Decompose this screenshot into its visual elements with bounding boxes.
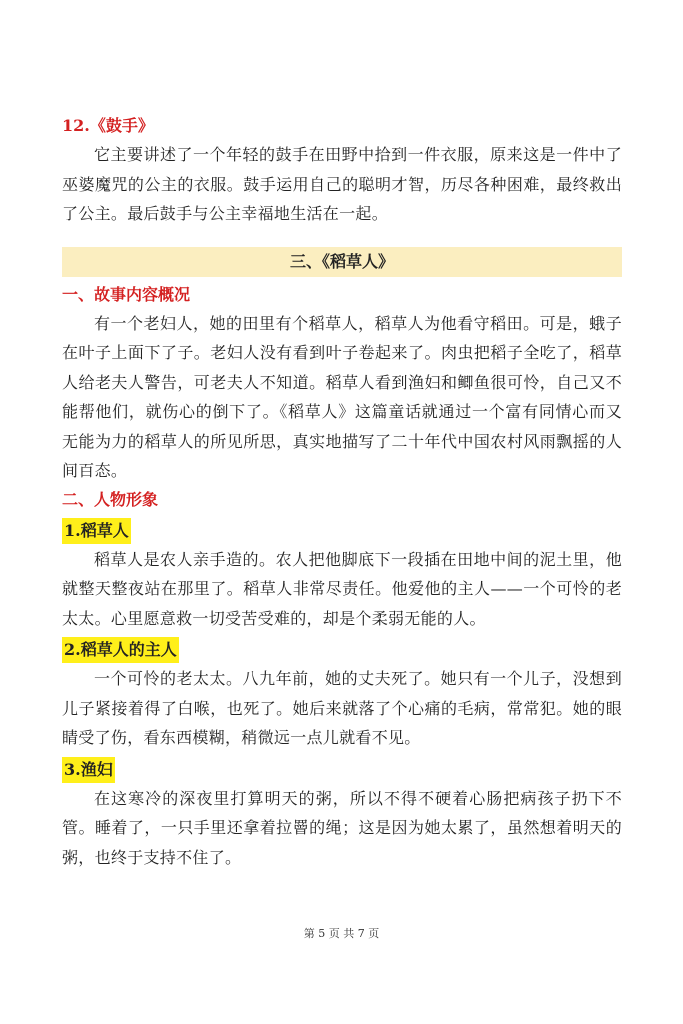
character-label-owner: 2.稻草人的主人 bbox=[62, 637, 179, 663]
section-title-band: 三、《稻草人》 bbox=[62, 247, 622, 277]
page-number-footer: 第 5 页 共 7 页 bbox=[303, 927, 380, 940]
document-page bbox=[62, 112, 622, 872]
character-body-owner: 一个可怜的老太太。八九年前，她的丈夫死了。她只有一个儿子，没想到儿子紧接着得了白喉，也死了。她后来就落了个心痛的毛病，常常犯。她的眼睛受了伤，看东西模糊，稍微远一点儿就看不见。 bbox=[62, 669, 622, 747]
character-body-fisherwoman: 在这寒冷的深夜里打算明天的粥，所以不得不硬着心肠把病孩子扔下不管。睡着了，一只手里还拿着拉罾的绳；这是因为她太累了，虽然想着明天的粥，也终于支持不住了。 bbox=[62, 788, 622, 867]
overview-body: 有一个老妇人，她的田里有个稻草人，稻草人为他看守稻田。可是，蛾子在叶子上面下了子。老妇人没有看到叶子卷起来了。肉虫把稻子全吃了，稻草人给老夫人警告，可老夫人不知道。稻草人看到渔妇和鲫鱼很可怜，自己又不能帮他们，就伤心的倒下了。《稻草人》这篇童话就通过一个富有同情心而又无能为力的稻草人的所见所思，真实地描写了二十年代中国农村风雨飘摇的人间百态。 bbox=[62, 313, 622, 480]
character-label-fisherwoman: 3.渔妇 bbox=[62, 757, 115, 783]
character-label-scarecrow: 1.稻草人 bbox=[62, 518, 131, 544]
overview-heading: 一、故事内容概况 bbox=[62, 284, 191, 304]
character-body-scarecrow: 稻草人是农人亲手造的。农人把他脚底下一段插在田地中间的泥土里，他就整天整夜站在那里了。稻草人非常尽责任。他爱他的主人——一个可怜的老太太。心里愿意救一切受苦受难的，却是个柔弱无能的人。 bbox=[62, 549, 622, 628]
story-12-body: 它主要讲述了一个年轻的鼓手在田野中拾到一件衣服，原来这是一件中了巫婆魔咒的公主的衣服。鼓手运用自己的聪明才智，历尽各种困难，最终救出了公主。最后鼓手与公主幸福地生活在一起。 bbox=[62, 145, 622, 223]
characters-heading: 二、人物形象 bbox=[62, 489, 159, 509]
story-12-title: 12.《鼓手》 bbox=[62, 116, 154, 135]
